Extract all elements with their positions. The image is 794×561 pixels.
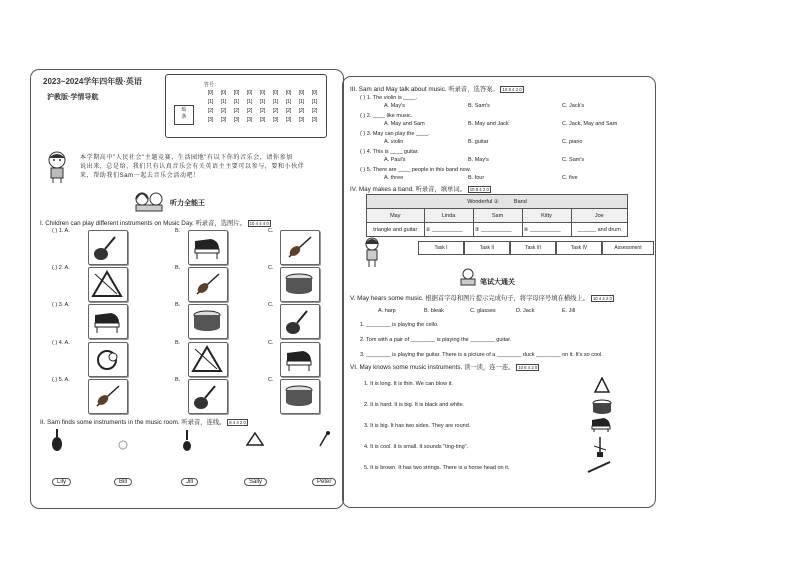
section5-line-2: 2. Tom with a pair of ________ is playing the ________ guitar. xyxy=(360,337,512,343)
section1-score: 10 4 4 4 0 xyxy=(249,221,269,226)
section3-title-text: III. Sam and May talk about music. 听录音，选答案。 xyxy=(350,86,499,93)
triangle-small-icon xyxy=(246,432,264,446)
headphones-kids-icon xyxy=(132,190,168,212)
section3-q4-option-b[interactable]: B. May's xyxy=(468,157,489,163)
intro-text xyxy=(80,154,335,181)
violin-icon[interactable] xyxy=(88,379,128,414)
triangle-icon[interactable] xyxy=(188,342,228,377)
answer-bubble[interactable]: [3] xyxy=(285,117,292,123)
band-name: Wonderful ① xyxy=(467,198,499,205)
answer-bubble[interactable]: [2] xyxy=(311,108,318,114)
name-tag-peter[interactable]: Peter xyxy=(312,478,336,486)
answer-bubble[interactable]: [0] xyxy=(285,90,292,96)
answer-bubble[interactable]: [1] xyxy=(311,99,318,105)
mascot-boy-icon xyxy=(44,150,70,184)
q1-option-label: B. xyxy=(175,228,181,234)
band-instrument-cell[interactable]: ④ __________ xyxy=(522,223,571,237)
answer-bubble[interactable]: [1] xyxy=(246,99,253,105)
section3-title xyxy=(350,84,524,93)
drum-icon[interactable] xyxy=(280,267,320,302)
band-member-linda: Linda xyxy=(424,209,473,223)
q2-option-label: ( ) 2. A. xyxy=(52,265,70,271)
section1-title xyxy=(40,218,271,227)
q3-option-label: ( ) 3. A. xyxy=(52,302,70,308)
band-member-kitty: Kitty xyxy=(522,209,571,223)
answer-bubble[interactable]: [0] xyxy=(207,90,214,96)
section4-score: 10 8 4 2 0 xyxy=(469,187,489,192)
answer-bubble[interactable]: [1] xyxy=(285,99,292,105)
answer-bubble[interactable]: [0] xyxy=(298,90,305,96)
section6-score: 10 8 4 2 0 xyxy=(518,365,538,370)
ball-icon xyxy=(118,440,128,450)
section3-q5-stem: ( ) 5. There are ____ people in this band now. xyxy=(360,167,471,173)
section5-line-1: 1. ________ is playing the cello. xyxy=(360,322,439,328)
section3-q2-stem: ( ) 2. ____ like music. xyxy=(360,113,413,119)
answer-bubble[interactable]: [2] xyxy=(246,108,253,114)
section3-q4-option-c[interactable]: C. Sam's xyxy=(562,157,585,163)
section6-title-text: VI. May knows some music instruments. 读一读，连一连。 xyxy=(350,364,515,371)
piano-icon[interactable] xyxy=(88,304,128,339)
band-members-row xyxy=(367,209,628,223)
section2-title-text: II. Sam finds some instruments in the music room. 听录音，连线。 xyxy=(40,419,226,426)
guitar-icon[interactable] xyxy=(280,304,320,339)
section5-option-5: E. Jill xyxy=(562,308,576,314)
answer-bubble[interactable]: [3] xyxy=(233,117,240,123)
section3-q1-option-c[interactable]: C. Jack's xyxy=(562,103,585,109)
section5-title-text: V. May hears some music. 根据首字母和图片提示完成句子，将字母序号填在横线上。 xyxy=(350,295,590,302)
section5-option-2: B. bleak xyxy=(424,308,444,314)
section6-line-1: 1. It is long. It is thin. We can blow it. xyxy=(364,381,453,387)
answer-bubble[interactable]: [0] xyxy=(272,90,279,96)
answer-bubble[interactable]: [1] xyxy=(233,99,240,105)
band-member-may: May xyxy=(367,209,425,223)
answer-bubble[interactable]: [3] xyxy=(272,117,279,123)
section6-title xyxy=(350,362,539,371)
section5-option-3: C. glasses xyxy=(470,308,496,314)
section3-q1-option-b[interactable]: B. Sam's xyxy=(468,103,490,109)
section5-title xyxy=(350,293,614,302)
answer-label: 答号： xyxy=(204,82,220,88)
answer-bubble[interactable]: [2] xyxy=(272,108,279,114)
section3-score: 10 8 4 2 0 xyxy=(502,87,522,92)
answer-bubble[interactable]: [3] xyxy=(246,117,253,123)
task-3: Task III xyxy=(510,241,556,255)
drum-icon xyxy=(592,398,612,414)
cello-icon xyxy=(50,428,64,452)
task-1: Task I xyxy=(418,241,464,255)
violin-icon[interactable] xyxy=(280,230,320,265)
name-tag-bill[interactable]: Bill xyxy=(114,478,132,486)
section3-q3-option-b[interactable]: B. guitar xyxy=(468,139,489,145)
section2-title xyxy=(40,417,248,426)
q5-option-label: C. xyxy=(268,377,274,383)
piano-icon xyxy=(590,416,612,432)
q5-option-label: ( ) 5. A. xyxy=(52,377,70,383)
section4-title-text: IV. May makes a band. 听录音，填单词。 xyxy=(350,186,466,193)
answer-bubble[interactable]: [1] xyxy=(207,99,214,105)
written-kids-icon xyxy=(458,268,478,286)
answer-bubble[interactable]: [1] xyxy=(259,99,266,105)
section5-score: 10 4 4 2 0 xyxy=(592,296,612,301)
answer-bubble[interactable]: [2] xyxy=(220,108,227,114)
answer-bubble[interactable]: [3] xyxy=(298,117,305,123)
task-4: Task IV xyxy=(556,241,602,255)
q4-option-label: C. xyxy=(268,340,274,346)
triangle-icon[interactable] xyxy=(88,267,128,302)
band-word: Band xyxy=(513,198,527,205)
section3-q1-stem: ( ) 1. The violin is ____. xyxy=(360,95,418,101)
section3-q3-option-c[interactable]: C. piano xyxy=(562,139,583,145)
piano-icon[interactable] xyxy=(188,230,228,265)
guitar-small-icon xyxy=(182,430,192,452)
answer-bubble[interactable]: [2] xyxy=(259,108,266,114)
drum-icon[interactable] xyxy=(188,304,228,339)
section2-score: 8 4 4 2 0 xyxy=(229,420,246,425)
section5-option-4: D. Jack xyxy=(516,308,535,314)
section6-line-5: 5. It is brown. It has two strings. There is a horse head on it. xyxy=(364,465,510,471)
answer-bubble[interactable]: [3] xyxy=(311,117,318,123)
guitar-icon[interactable] xyxy=(88,230,128,265)
violin-icon[interactable] xyxy=(188,267,228,302)
answer-bubble[interactable]: [1] xyxy=(272,99,279,105)
task-5: Assessment xyxy=(602,241,654,255)
horn-icon[interactable] xyxy=(88,342,128,377)
answer-bubble[interactable]: [1] xyxy=(298,99,305,105)
answer-bubble[interactable]: [2] xyxy=(285,108,292,114)
written-title: 笔试大通关 xyxy=(480,279,515,286)
section3-q3-option-a[interactable]: A. violin xyxy=(384,139,404,145)
flute-icon xyxy=(586,460,612,474)
erhu-icon xyxy=(592,436,608,458)
band-header xyxy=(367,195,628,209)
name-tag-lily[interactable]: Lily xyxy=(52,478,71,486)
answer-bubble[interactable]: [2] xyxy=(298,108,305,114)
answer-stamp: 贴 条 xyxy=(174,105,194,125)
band-member-joe: Joe xyxy=(571,209,627,223)
section3-q4-option-a[interactable]: A. Paul's xyxy=(384,157,406,163)
band-instruments-row xyxy=(367,223,628,237)
q1-option-label: ( ) 1. A. xyxy=(52,228,70,234)
section3-q5-option-c[interactable]: C. five xyxy=(562,175,578,181)
section3-q5-option-a[interactable]: A. three xyxy=(384,175,404,181)
section4-title xyxy=(350,184,491,193)
q1-option-label: C. xyxy=(268,228,274,234)
answer-bubble[interactable]: [0] xyxy=(233,90,240,96)
drumstick-icon xyxy=(318,430,330,448)
q2-option-label: B. xyxy=(175,265,181,271)
band-instrument-cell: triangle and guitar xyxy=(367,223,425,237)
section3-q2-option-a[interactable]: A. May and Sam xyxy=(384,121,425,127)
guitar-icon[interactable] xyxy=(188,379,228,414)
section5-line-3: 3. ________ is playing the guitar. There is a picture of a ________ duck ________ on it. It's so cool. xyxy=(360,352,603,358)
intro-line-1: 本学期高中"人民社会"主题竞赛，生活园地"有以下你的音乐会，请你参加 xyxy=(80,155,293,161)
answer-bubble[interactable]: [1] xyxy=(220,99,227,105)
intro-line-2: 说出来，总是给，我们只有认真音乐会有关英语主主要可以参与，要和小伙伴 xyxy=(80,164,305,170)
task-2: Task II xyxy=(464,241,510,255)
section3-q4-stem: ( ) 4. This is ____ guitar. xyxy=(360,149,419,155)
header-year-text: 2023~2024学年四年级·英语 xyxy=(43,77,142,86)
band-table xyxy=(366,194,628,237)
drum-icon[interactable] xyxy=(280,379,320,414)
section3-q5-option-b[interactable]: B. four xyxy=(468,175,485,181)
section6-line-3: 3. It is big. It has two sides. They are round. xyxy=(364,423,471,429)
section3-q3-stem: ( ) 3. May can play the ____. xyxy=(360,131,430,137)
q3-option-label: B. xyxy=(175,302,181,308)
name-tag-jill[interactable]: Jill xyxy=(181,478,198,486)
name-tag-sally[interactable]: Sally xyxy=(244,478,267,486)
mascot-girl-icon xyxy=(362,236,382,268)
listening-title: 听力全能王 xyxy=(170,200,205,207)
section3-q1-option-a[interactable]: A. May's xyxy=(384,103,405,109)
header-edition: 沪教版·学情导航 xyxy=(47,94,99,101)
section6-line-4: 4. It is cool. It is small. It sounds "ting-ting". xyxy=(364,444,469,450)
answer-bubble[interactable]: [3] xyxy=(207,117,214,123)
answer-bubble[interactable]: [0] xyxy=(220,90,227,96)
answer-bubble[interactable]: [0] xyxy=(311,90,318,96)
intro-line-3: 来，帮助我们Sam一起去音乐会活动吧！ xyxy=(80,173,200,179)
answer-bubble[interactable]: [2] xyxy=(233,108,240,114)
q4-option-label: ( ) 4. A. xyxy=(52,340,70,346)
q5-option-label: B. xyxy=(175,377,181,383)
section3-q2-option-c[interactable]: C. Jack, May and Sam xyxy=(562,121,618,127)
band-instrument-cell[interactable]: ③ __________ xyxy=(473,223,522,237)
answer-bubble[interactable]: [0] xyxy=(259,90,266,96)
section1-title-text: I. Children can play different instruments on Music Day. 听录音，选图片。 xyxy=(40,220,246,227)
band-instrument-cell[interactable]: ② __________ xyxy=(424,223,473,237)
answer-bubble[interactable]: [3] xyxy=(220,117,227,123)
section5-option-1: A. harp xyxy=(378,308,396,314)
section3-q2-option-b[interactable]: B. May and Jack xyxy=(468,121,509,127)
band-instrument-cell: ______ and drum xyxy=(571,223,627,237)
q3-option-label: C. xyxy=(268,302,274,308)
answer-bubble[interactable]: [0] xyxy=(246,90,253,96)
triangle-icon xyxy=(594,377,610,393)
answer-bubble[interactable]: [3] xyxy=(259,117,266,123)
q4-option-label: B. xyxy=(175,340,181,346)
section6-line-2: 2. It is hard. It is big. It is black and white. xyxy=(364,402,465,408)
q2-option-label: C. xyxy=(268,265,274,271)
answer-bubble[interactable]: [2] xyxy=(207,108,214,114)
band-member-sam: Sam xyxy=(473,209,522,223)
piano-icon[interactable] xyxy=(280,342,320,377)
